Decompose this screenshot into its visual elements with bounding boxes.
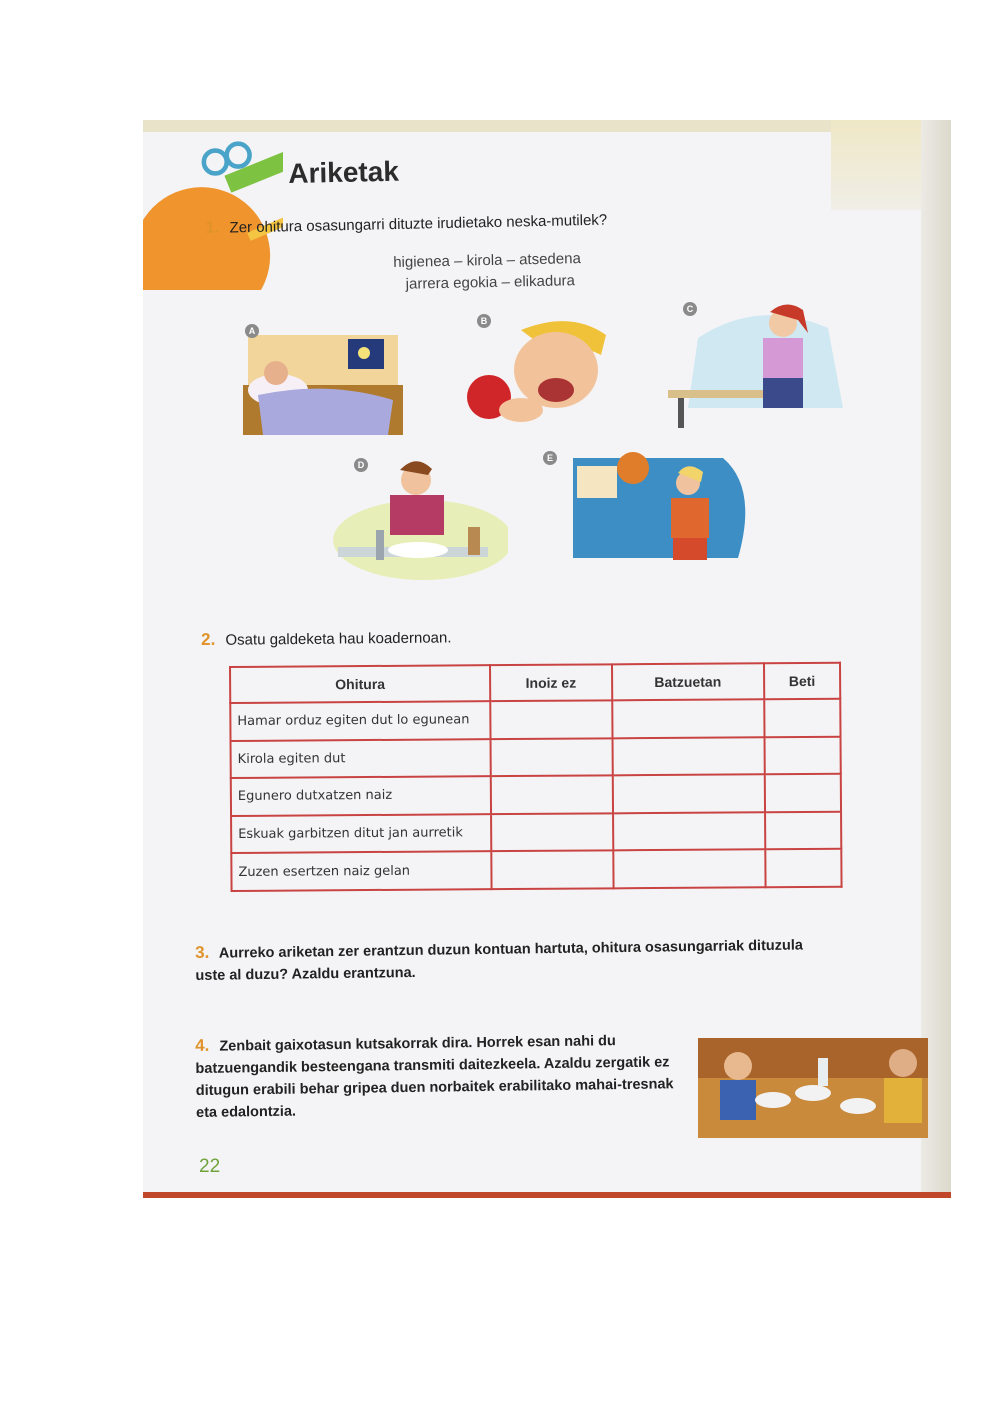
header-beti: Beti [764,663,840,700]
page-number: 22 [199,1156,221,1177]
exercise-4-number: 4. [195,1035,210,1055]
answer-cell[interactable] [765,812,841,850]
badge-a: A [245,324,259,338]
table-row [231,774,841,816]
answer-cell[interactable] [491,776,613,814]
header-ohitura: Ohitura [230,665,490,703]
answer-cell[interactable] [612,774,765,813]
illustration-boy-apple [461,315,621,425]
word-bank-line-1: higienea – kirola – atsedena [393,250,581,271]
header-batzuetan: Batzuetan [612,663,765,700]
exercise-4 [195,1028,676,1124]
habit-label: Zuzen esertzen naiz gelan [231,852,491,891]
answer-cell[interactable] [613,812,766,851]
word-bank-line-2: jarrera egokia – elikadura [405,272,576,293]
badge-c: C [683,302,697,316]
exercise-2-question: Osatu galdeketa hau koadernoan. [225,629,452,649]
answer-cell[interactable] [612,699,765,738]
badge-e: E [543,451,557,465]
habit-label: Kirola egiten dut [231,739,491,778]
exercise-4-question: Zenbait gaixotasun kutsakorrak dira. Horrek esan nahi du batzuengandik besteengana transmiti daitezkeela. Azaldu zergatik ez ditugun erabili behar gripea duen norbaitek erabilitako mahai-tresnak eta edalontzia. [195,1033,674,1121]
survey-header-row [230,663,840,703]
answer-cell[interactable] [613,850,766,889]
answer-cell[interactable] [765,849,841,887]
answer-cell[interactable] [612,737,765,776]
page-bottom-edge [143,1192,951,1198]
answer-cell[interactable] [764,699,840,737]
illustration-girl-writing [668,298,848,428]
habit-label: Egunero dutxatzen naiz [231,776,491,815]
answer-cell[interactable] [490,700,612,738]
table-row [230,699,840,741]
exercise-2-number: 2. [201,629,216,649]
exercise-3 [195,933,836,987]
header-inoiz-ez: Inoiz ez [490,664,612,701]
illustration-girl-basketball [563,448,763,568]
answer-cell[interactable] [764,736,840,774]
exercise-1-question: Zer ohitura osasungarri dituzte irudietako neska-mutilek? [229,211,608,237]
children-eating-photo [698,1038,928,1138]
illustration-sleeping-girl [238,325,418,445]
answer-cell[interactable] [491,851,613,889]
survey-table [229,662,843,892]
answer-cell[interactable] [765,774,841,812]
badge-d: D [354,458,368,472]
word-bank [393,248,582,296]
exercise-3-number: 3. [195,942,210,962]
answer-cell[interactable] [491,738,613,776]
page-right-edge [921,120,951,1198]
answer-cell[interactable] [491,813,613,851]
exercise-3-question: Aurreko ariketan zer erantzun duzun kontuan hartuta, ohitura osasungarriak dituzula uste al duzu? Azaldu erantzuna. [195,937,804,984]
table-row [231,812,841,854]
habit-label: Eskuak garbitzen ditut jan aurretik [231,814,491,853]
exercise-2 [201,627,452,650]
scissors-ruler-icon [143,130,283,290]
page-title: Ariketak [288,155,400,189]
habit-label: Hamar orduz egiten dut lo egunean [230,701,490,740]
table-row [231,736,841,778]
exercise-1-number: 1. [205,217,220,237]
table-row [231,849,841,891]
book-page-photo [143,120,951,1198]
illustration-boy-washing [328,455,508,580]
badge-b: B [477,314,491,328]
